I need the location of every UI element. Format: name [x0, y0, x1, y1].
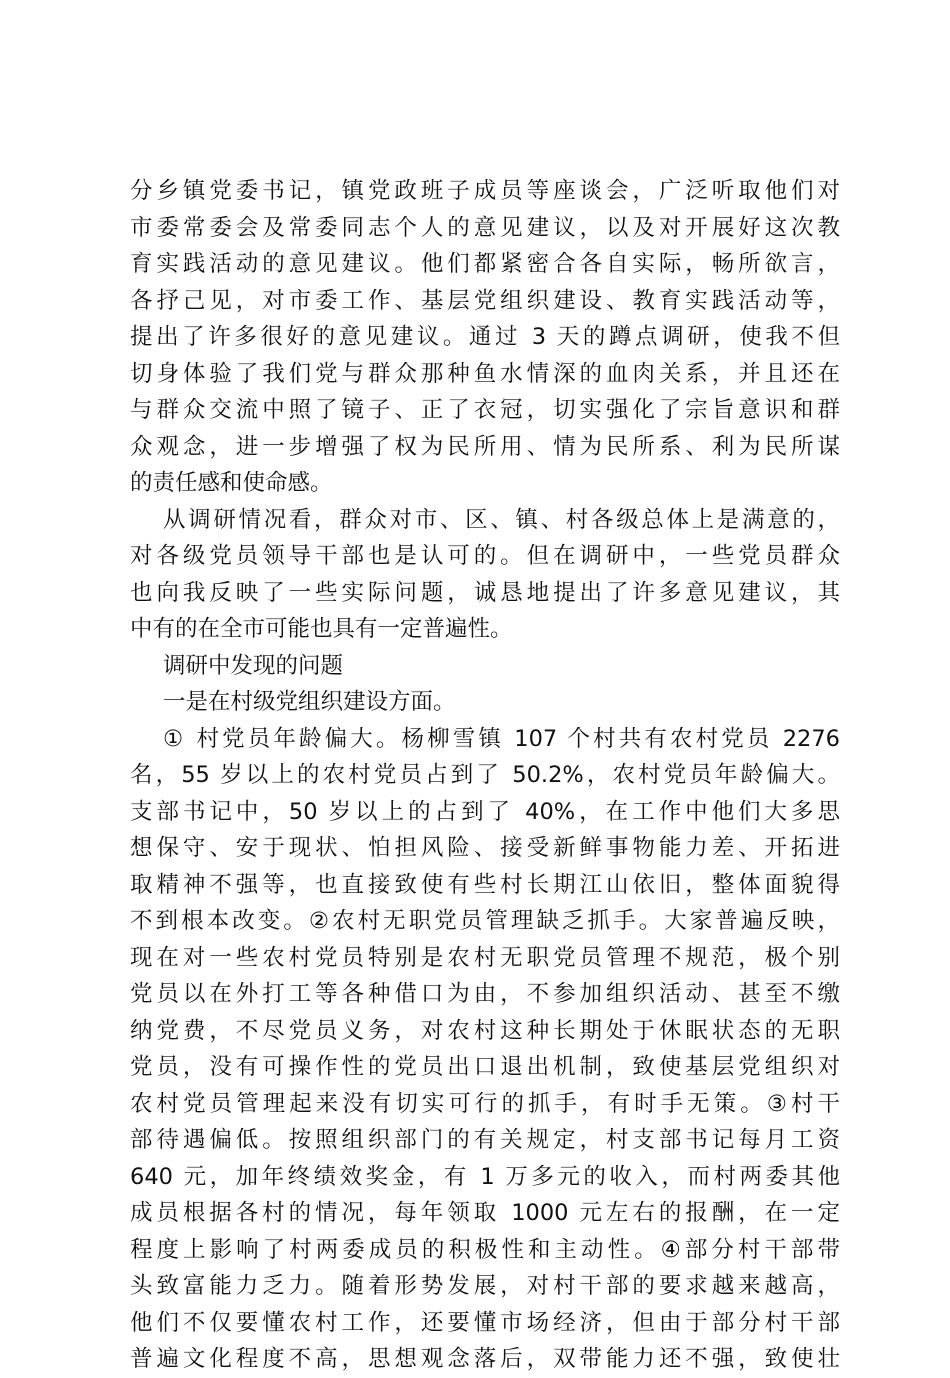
section-heading: 调研中发现的问题 [163, 652, 344, 679]
text-line: 市委常委会及常委同志个人的意见建议，以及对开展好这次教 [130, 214, 840, 241]
text-line: 取精神不强等，也直接致使有些村长期江山依旧，整体面貌得 [130, 871, 840, 898]
text-line: 的责任感和使命感。 [130, 470, 333, 496]
text-line: 部待遇偏低。按照组织部门的有关规定，村支部书记每月工资 [130, 1127, 840, 1153]
text-line: 农村党员管理起来没有切实可行的抓手，有时手无策。③村干 [130, 1090, 840, 1117]
text-line: 切身体验了我们党与群众那种鱼水情深的血肉关系，并且还在 [130, 360, 840, 387]
text-line: 也向我反映了一些实际问题，诚恳地提出了许多意见建议，其 [130, 579, 840, 606]
paragraph-start-line: ① 村党员年龄偏大。杨柳雪镇 107 个村共有农村党员 2276 [163, 725, 840, 752]
text-line: 现在对一些农村党员特别是农村无职党员管理不规范，极个别 [130, 944, 840, 971]
text-line: 党员以在外打工等各种借口为由，不参加组织活动、甚至不缴 [130, 981, 840, 1007]
text-line: 头致富能力乏力。随着形势发展，对村干部的要求越来越高， [130, 1273, 840, 1299]
text-line: 提出了许多很好的意见建议。通过 3 天的蹲点调研，使我不但 [130, 324, 840, 350]
text-line: 成员根据各村的情况，每年领取 1000 元左右的报酬，在一定 [130, 1200, 840, 1226]
text-line: 分乡镇党委书记，镇党政班子成员等座谈会，广泛听取他们对 [130, 178, 840, 204]
text-line: 与群众交流中照了镜子、正了衣冠，切实强化了宗旨意识和群 [130, 397, 840, 423]
text-line: 纳党费，不尽党员义务，对农村这种长期处于休眠状态的无职 [130, 1017, 840, 1044]
text-line: 党员，没有可操作性的党员出口退出机制，致使基层党组织对 [130, 1054, 840, 1080]
text-line: 想保守、安于现状、怕担风险、接受新鲜事物能力差、开拓进 [130, 835, 840, 861]
text-line: 不到根本改变。②农村无职党员管理缺乏抓手。大家普遍反映， [130, 908, 840, 934]
body-text [130, 173, 840, 1378]
text-line: 众观念，进一步增强了权为民所用、情为民所系、利为民所谋 [130, 433, 840, 460]
text-line: 对各级党员领导干部也是认可的。但在调研中，一些党员群众 [130, 543, 840, 569]
text-line: 中有的在全市可能也具有一定普遍性。 [130, 616, 513, 642]
subsection-heading: 一是在村级党组织建设方面。 [163, 689, 456, 715]
text-line: 各抒己见，对市委工作、基层党组织建设、教育实践活动等， [130, 287, 840, 314]
text-line: 普遍文化程度不高，思想观念落后，双带能力还不强，致使壮 [130, 1346, 840, 1372]
text-line: 支部书记中，50 岁以上的占到了 40%，在工作中他们大多思 [130, 798, 840, 825]
text-line: 育实践活动的意见建议。他们都紧密合各自实际，畅所欲言， [130, 251, 840, 277]
text-line: 他们不仅要懂农村工作，还要懂市场经济，但由于部分村干部 [130, 1309, 840, 1336]
paragraph-start-line: 从调研情况看，群众对市、区、镇、村各级总体上是满意的， [163, 506, 840, 533]
text-line: 名，55 岁以上的农村党员占到了 50.2%，农村党员年龄偏大。 [130, 762, 840, 788]
text-line: 640 元，加年终绩效奖金，有 1 万多元的收入，而村两委其他 [130, 1163, 840, 1190]
text-line: 程度上影响了村两委成员的积极性和主动性。④部分村干部带 [130, 1236, 840, 1263]
